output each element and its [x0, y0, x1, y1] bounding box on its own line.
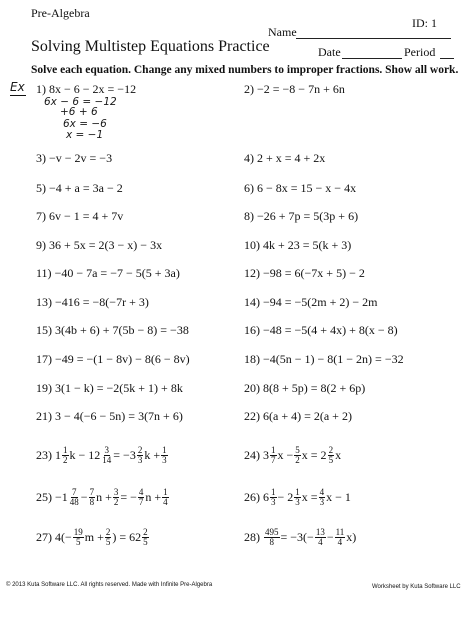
date-label: Date	[318, 45, 341, 59]
problem-10	[244, 238, 351, 253]
problem-number: 17)	[36, 352, 52, 366]
page-title: Solving Multistep Equations Practice	[31, 38, 270, 55]
fraction: $\frac{1}{7}$	[271, 445, 276, 465]
problem-11	[36, 266, 180, 281]
equation: 6(a + 4) = 2(a + 2)	[263, 409, 352, 423]
term: m +	[84, 530, 104, 544]
fraction: $\frac{3}{2}$	[113, 487, 119, 507]
problem-number: 19)	[36, 381, 52, 395]
copyright-footer: © 2013 Kuta Software LLC. All rights reserved. Made with Infinite Pre-Algebra	[6, 582, 213, 588]
fraction: $\frac{1}{3}$	[271, 487, 276, 507]
name-line[interactable]	[296, 38, 451, 39]
term: k − 12	[69, 448, 101, 462]
problem-18	[244, 352, 404, 367]
fraction: $\frac{7}{8}$	[89, 487, 95, 507]
term: n +	[145, 490, 162, 504]
term: x − 1	[326, 490, 351, 504]
term: k +	[144, 448, 161, 462]
equation: −49 = −(1 − 8v) − 8(6 − 8v)	[55, 352, 190, 366]
course-label: Pre-Algebra	[31, 6, 90, 20]
term: −	[80, 490, 88, 504]
whole-part: 6	[263, 490, 269, 504]
problem-number: 7)	[36, 209, 46, 223]
equation: −v − 2v = −3	[49, 151, 113, 165]
period-line[interactable]	[440, 58, 454, 59]
equation: 36 + 5x = 2(3 − x) − 3x	[49, 238, 163, 252]
term: 4	[55, 530, 61, 544]
whole-part: 1	[55, 448, 61, 462]
problem-number: 14)	[244, 295, 260, 309]
equation: 3(4b + 6) + 7(5b − 8) = −38	[55, 323, 189, 337]
problem-number: 5)	[36, 181, 46, 195]
problem-number: 27)	[36, 530, 52, 544]
fraction: $\frac{2}{5}$	[328, 445, 334, 465]
problem-number: 8)	[244, 209, 254, 223]
fraction: $\frac{13}{4}$	[315, 527, 325, 547]
problem-8	[244, 209, 358, 224]
problem-7	[36, 209, 123, 224]
equation: 8(8 + 5p) = 8(2 + 6p)	[263, 381, 366, 395]
problem-number: 11)	[36, 266, 52, 280]
problem-13	[36, 295, 149, 310]
example-work-line: +6 + 6	[60, 106, 98, 118]
equation: −48 = −5(4 + 4x) + 8(x − 8)	[263, 323, 398, 337]
equation: 3 − 4(−6 − 5n) = 3(7n + 6)	[55, 409, 183, 423]
problem-25	[36, 488, 170, 507]
problem-14	[244, 295, 378, 310]
fraction: $\frac{1}{4}$	[163, 487, 168, 507]
term: n +	[96, 490, 112, 504]
term: (−	[61, 530, 72, 544]
problem-28	[244, 528, 356, 547]
worksheet-credit-footer: Worksheet by Kuta Software LLC	[372, 584, 461, 590]
fraction: $\frac{1}{3}$	[162, 445, 167, 465]
fraction: $\frac{19}{5}$	[73, 527, 83, 547]
problem-number: 20)	[244, 381, 260, 395]
instructions: Solve each equation. Change any mixed numbers to improper fractions. Show all work.	[31, 64, 459, 76]
term: x =	[301, 490, 318, 504]
problem-number: 22)	[244, 409, 260, 423]
equation: −4 + a = 3a − 2	[49, 181, 123, 195]
equation: −2 = −8 − 7n + 6n	[257, 82, 345, 96]
problem-number: 25)	[36, 490, 52, 504]
term: x)	[346, 530, 357, 544]
fraction: $\frac{11}{4}$	[335, 527, 345, 547]
fraction: $\frac{2}{3}$	[137, 445, 143, 465]
equation: −98 = 6(−7x + 5) − 2	[263, 266, 365, 280]
fraction: $\frac{1}{2}$	[63, 445, 68, 465]
equation: 2 + x = 4 + 2x	[257, 151, 326, 165]
problem-number: 10)	[244, 238, 260, 252]
problem-27	[36, 528, 150, 547]
example-marker: Ex	[10, 80, 25, 94]
problem-number: 12)	[244, 266, 260, 280]
problem-number: 13)	[36, 295, 52, 309]
problem-number: 3)	[36, 151, 46, 165]
equation: 6 − 8x = 15 − x − 4x	[257, 181, 357, 195]
equation: −4(5n − 1) − 8(1 − 2n) = −32	[263, 352, 404, 366]
problem-17	[36, 352, 190, 367]
problem-number: 21)	[36, 409, 52, 423]
equation: 6v − 1 = 4 + 7v	[49, 209, 124, 223]
problem-2	[244, 82, 345, 97]
whole-part: −1	[55, 490, 68, 504]
problem-number: 2)	[244, 82, 254, 96]
whole-part: 3	[263, 448, 269, 462]
term: x = 2	[301, 448, 327, 462]
problem-number: 9)	[36, 238, 46, 252]
problem-number: 4)	[244, 151, 254, 165]
fraction: $\frac{2}{5}$	[105, 527, 111, 547]
term: − 2	[277, 490, 294, 504]
example-work-line: 6x − 6 = −12	[44, 96, 117, 108]
problem-number: 18)	[244, 352, 260, 366]
term: = −3(−	[280, 530, 314, 544]
fraction: $\frac{4}{7}$	[138, 487, 144, 507]
equation: −40 − 7a = −7 − 5(5 + 3a)	[54, 266, 180, 280]
fraction: $\frac{4}{3}$	[319, 487, 325, 507]
problem-24	[244, 446, 341, 465]
example-work-line: 6x = −6	[63, 118, 107, 130]
problem-26	[244, 488, 351, 507]
problem-20	[244, 381, 365, 396]
term: = −	[120, 490, 137, 504]
date-line[interactable]	[342, 58, 402, 59]
problem-16	[244, 323, 398, 338]
equation: 8x − 6 − 2x = −12	[49, 82, 137, 96]
problem-15	[36, 323, 189, 338]
equation: −94 = −5(2m + 2) − 2m	[263, 295, 378, 309]
problem-number: 23)	[36, 448, 52, 462]
problem-21	[36, 409, 183, 424]
term: −	[326, 530, 334, 544]
problem-number: 24)	[244, 448, 260, 462]
example-work-line: x = −1	[66, 129, 104, 141]
equation: 3(1 − k) = −2(5k + 1) + 8k	[55, 381, 183, 395]
equation: 4k + 23 = 5(k + 3)	[263, 238, 352, 252]
name-label: Name	[268, 25, 297, 39]
problem-6	[244, 181, 356, 196]
period-label: Period	[404, 45, 436, 59]
fraction: $\frac{3}{14}$	[102, 445, 112, 465]
term: x	[335, 448, 342, 462]
fraction: $\frac{5}{2}$	[295, 445, 300, 465]
equation: −416 = −8(−7r + 3)	[55, 295, 149, 309]
term: x −	[277, 448, 294, 462]
problem-22	[244, 409, 352, 424]
problem-number: 16)	[244, 323, 260, 337]
problem-9	[36, 238, 162, 253]
fraction: $\frac{2}{5}$	[143, 527, 148, 547]
term: = −3	[113, 448, 136, 462]
problem-number: 6)	[244, 181, 254, 195]
equation: −26 + 7p = 5(3p + 6)	[257, 209, 359, 223]
problem-number: 1)	[36, 82, 46, 96]
id-label: ID: 1	[412, 16, 437, 30]
problem-5	[36, 181, 123, 196]
problem-23	[36, 446, 169, 465]
fraction: $\frac{7}{48}$	[69, 487, 79, 507]
fraction: $\frac{1}{3}$	[295, 487, 300, 507]
example-marker-underline	[10, 95, 26, 96]
fraction: $\frac{495}{8}$	[265, 527, 279, 547]
term: ) = 62	[112, 530, 142, 544]
problem-4	[244, 151, 325, 166]
problem-3	[36, 151, 112, 166]
problem-1	[36, 82, 136, 97]
problem-12	[244, 266, 365, 281]
problem-number: 26)	[244, 490, 260, 504]
problem-number: 28)	[244, 530, 260, 544]
problem-number: 15)	[36, 323, 52, 337]
problem-19	[36, 381, 183, 396]
